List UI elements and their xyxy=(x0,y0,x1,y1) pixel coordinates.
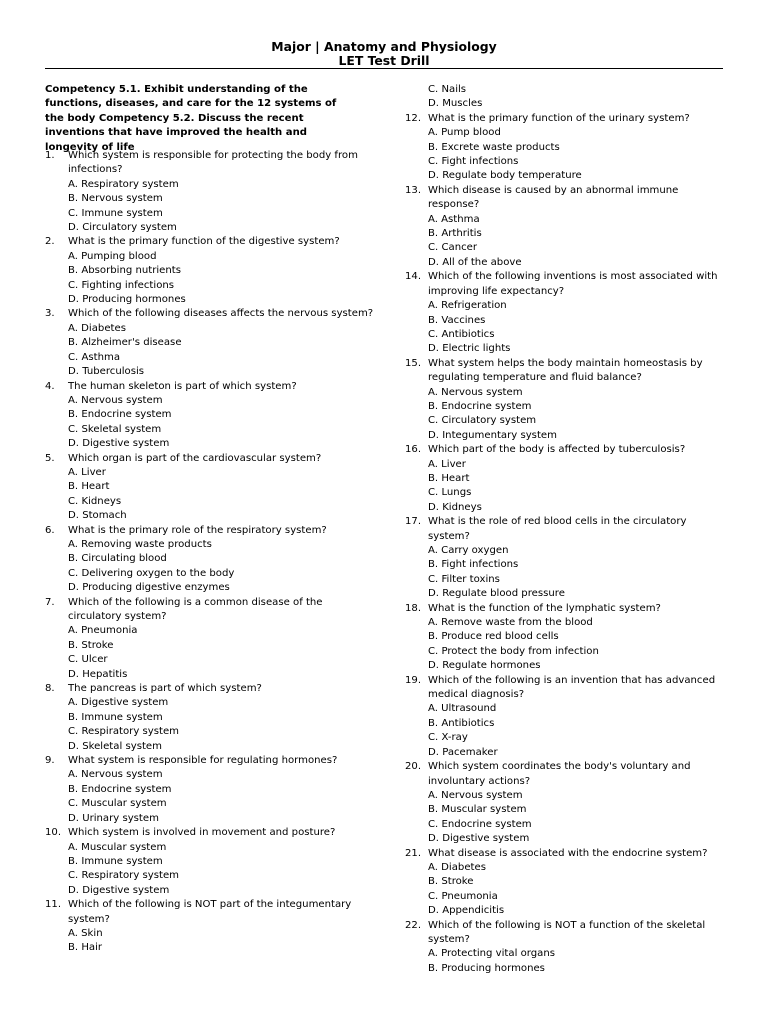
answer-option: B. Stroke xyxy=(428,876,474,888)
question-item xyxy=(45,826,375,898)
answer-option: B. Produce red blood cells xyxy=(428,631,559,643)
question-number: 22. xyxy=(405,919,422,931)
question-item xyxy=(45,682,375,754)
question-text: What is the function of the lymphatic system? xyxy=(428,602,661,614)
answer-option: D. Producing hormones xyxy=(68,294,186,306)
answer-option: B. Heart xyxy=(68,481,110,493)
question-number: 10. xyxy=(45,827,62,839)
answer-option: C. Ulcer xyxy=(68,654,108,666)
answer-option: C. Circulatory system xyxy=(428,415,537,427)
answer-option: B. Stroke xyxy=(68,639,114,651)
question-item xyxy=(405,602,727,674)
answer-option: A. Refrigeration xyxy=(428,300,507,312)
answer-option: B. Circulating blood xyxy=(68,553,167,565)
question-number: 3. xyxy=(45,308,55,320)
answer-option: B. Antibiotics xyxy=(428,717,495,729)
answer-option: D. Appendicitis xyxy=(428,905,505,917)
answer-option: B. Arthritis xyxy=(428,228,482,240)
answer-option: C. Skeletal system xyxy=(68,423,162,435)
answer-option: A. Diabetes xyxy=(428,861,486,873)
question-text: Which system is involved in movement and posture? xyxy=(68,827,336,839)
answer-option: C. Delivering oxygen to the body xyxy=(68,567,235,579)
answer-option: D. Circulatory system xyxy=(68,222,177,234)
answer-option: C. Pneumonia xyxy=(428,890,498,902)
question-number: 16. xyxy=(405,444,422,456)
question-text: What is the role of red blood cells in the circulatory system? xyxy=(428,516,687,542)
answer-option: D. Digestive system xyxy=(68,438,170,450)
question-number: 8. xyxy=(45,683,55,695)
answer-option: D. All of the above xyxy=(428,256,522,268)
question-text: The human skeleton is part of which system? xyxy=(68,380,297,392)
question-text: Which system coordinates the body's voluntary and involuntary actions? xyxy=(428,761,691,787)
answer-option: D. Skeletal system xyxy=(68,740,162,752)
question-number: 17. xyxy=(405,516,422,528)
answer-option: D. Regulate hormones xyxy=(428,660,541,672)
answer-option: B. Alzheimer's disease xyxy=(68,337,182,349)
question-item xyxy=(405,112,727,184)
answer-option: A. Skin xyxy=(68,927,103,939)
question-item xyxy=(45,149,375,235)
answer-option: B. Absorbing nutrients xyxy=(68,265,181,277)
answer-option: C. Lungs xyxy=(428,487,472,499)
question-text: Which of the following is an invention that has advanced medical diagnosis? xyxy=(428,674,716,701)
answer-option: C. Asthma xyxy=(68,351,121,363)
answer-option: D. Digestive system xyxy=(428,833,530,845)
question-item xyxy=(45,380,375,452)
answer-option: A. Liver xyxy=(68,466,106,478)
answer-option: A. Diabetes xyxy=(68,322,126,334)
question-number: 13. xyxy=(405,184,422,196)
answer-option: C. Cancer xyxy=(428,242,478,254)
question-number: 12. xyxy=(405,112,422,124)
answer-option: D. Electric lights xyxy=(428,343,511,355)
question-item xyxy=(405,184,727,270)
answer-option: D. Integumentary system xyxy=(428,429,557,441)
question-text: What is the primary function of the digestive system? xyxy=(68,236,340,248)
question-text: What disease is associated with the endocrine system? xyxy=(428,847,708,859)
question-item xyxy=(45,898,375,956)
answer-option: A. Respiratory system xyxy=(68,178,179,190)
answer-option: D. Kidneys xyxy=(428,501,482,513)
answer-option: D. Regulate blood pressure xyxy=(428,588,565,600)
question-number: 2. xyxy=(45,236,55,248)
answer-option: B. Muscular system xyxy=(428,804,527,816)
answer-option: A. Protecting vital organs xyxy=(428,948,555,960)
question-number: 21. xyxy=(405,847,422,859)
question-text: Which of the following is NOT a function of the skeletal system? xyxy=(428,919,706,945)
question-text: Which of the following is NOT part of the integumentary system? xyxy=(68,899,352,925)
answer-option: B. Endocrine system xyxy=(68,783,172,795)
question-column-left xyxy=(45,149,375,956)
question-text: Which organ is part of the cardiovascular system? xyxy=(68,452,322,464)
question-item xyxy=(45,235,375,307)
question-text: What is the primary function of the urinary system? xyxy=(428,112,690,124)
answer-option: D. Muscles xyxy=(428,98,483,110)
question-item xyxy=(45,452,375,524)
question-number: 9. xyxy=(45,755,55,767)
answer-option: A. Pump blood xyxy=(428,127,501,139)
answer-option: C. Kidneys xyxy=(68,495,122,507)
answer-option: C. Fighting infections xyxy=(68,279,175,291)
question-text: Which disease is caused by an abnormal immune response? xyxy=(428,184,679,211)
question-item xyxy=(405,760,727,846)
answer-option: B. Nervous system xyxy=(68,193,163,205)
header-divider xyxy=(45,68,723,69)
answer-option: D. Digestive system xyxy=(68,884,170,896)
answer-option: A. Nervous system xyxy=(428,789,523,801)
answer-option: A. Digestive system xyxy=(68,697,169,709)
answer-option: A. Muscular system xyxy=(68,841,167,853)
question-number: 4. xyxy=(45,380,55,392)
question-text: What is the primary role of the respiratory system? xyxy=(68,524,327,536)
question-item xyxy=(45,596,375,682)
answer-option: D. Regulate body temperature xyxy=(428,170,582,182)
document-title: Major | Anatomy and Physiology xyxy=(271,39,497,54)
answer-option: C. Fight infections xyxy=(428,156,519,168)
question-item xyxy=(45,754,375,826)
question-text: Which of the following is a common disease of the circulatory system? xyxy=(68,596,323,622)
answer-option: B. Immune system xyxy=(68,855,163,867)
answer-option: A. Nervous system xyxy=(428,386,523,398)
answer-option: D. Urinary system xyxy=(68,812,159,824)
question-item xyxy=(405,443,727,515)
answer-option: C. Nails xyxy=(428,84,467,95)
answer-option: D. Tuberculosis xyxy=(68,366,145,378)
question-item xyxy=(45,524,375,596)
answer-option: D. Stomach xyxy=(68,510,127,522)
answer-option: D. Hepatitis xyxy=(68,668,128,680)
question-item xyxy=(45,307,375,379)
answer-option: C. Respiratory system xyxy=(68,870,179,882)
answer-option: D. Producing digestive enzymes xyxy=(68,582,230,594)
answer-option: C. X-ray xyxy=(428,732,468,744)
question-item xyxy=(405,270,727,356)
question-number: 5. xyxy=(45,452,55,464)
question-text: Which part of the body is affected by tuberculosis? xyxy=(428,444,686,456)
answer-option: C. Protect the body from infection xyxy=(428,645,599,657)
answer-option: A. Remove waste from the blood xyxy=(428,617,593,629)
answer-option: A. Nervous system xyxy=(68,394,163,406)
answer-option: B. Excrete waste products xyxy=(428,141,560,153)
question-item xyxy=(405,847,727,919)
question-number: 11. xyxy=(45,899,62,911)
question-text: Which system is responsible for protecting the body from infections? xyxy=(68,150,358,176)
answer-option: B. Endocrine system xyxy=(428,400,532,412)
question-item xyxy=(405,674,727,760)
question-text: What system helps the body maintain homeostasis by regulating temperature and fluid balance? xyxy=(428,357,703,384)
competency-statement: Competency 5.1. Exhibit understanding of the functions, diseases, and care for the 12 systems of the body Competency 5.2. Discuss the recent inventions that have improved the health and longevity of life xyxy=(45,84,337,153)
question-number: 6. xyxy=(45,524,55,536)
answer-option: A. Asthma xyxy=(428,213,480,225)
answer-option: A. Pumping blood xyxy=(68,250,157,262)
answer-option: D. Pacemaker xyxy=(428,746,498,758)
answer-option: C. Endocrine system xyxy=(428,818,532,830)
answer-option: B. Immune system xyxy=(68,711,163,723)
answer-option: C. Filter toxins xyxy=(428,573,500,585)
question-number: 19. xyxy=(405,674,422,686)
question-number: 7. xyxy=(45,596,55,608)
answer-option: B. Fight infections xyxy=(428,559,519,571)
answer-option: B. Endocrine system xyxy=(68,409,172,421)
question-text: Which of the following inventions is most associated with improving life expectancy? xyxy=(428,271,718,297)
question-number: 18. xyxy=(405,602,422,614)
answer-option: A. Pneumonia xyxy=(68,625,138,637)
answer-option: A. Liver xyxy=(428,458,466,470)
answer-option: C. Muscular system xyxy=(68,798,167,810)
question-item xyxy=(405,357,727,443)
question-text: Which of the following diseases affects the nervous system? xyxy=(68,308,374,320)
question-text: What system is responsible for regulating hormones? xyxy=(68,755,338,767)
question-item xyxy=(405,919,727,977)
question-text: The pancreas is part of which system? xyxy=(68,683,262,695)
answer-option: C. Immune system xyxy=(68,207,163,219)
carryover-options xyxy=(405,83,727,112)
answer-option: B. Heart xyxy=(428,472,470,484)
answer-option: A. Removing waste products xyxy=(68,538,212,550)
question-number: 1. xyxy=(45,150,55,161)
question-column-right xyxy=(405,83,727,976)
answer-option: B. Hair xyxy=(68,942,103,954)
answer-option: C. Respiratory system xyxy=(68,726,179,738)
answer-option: B. Producing hormones xyxy=(428,962,545,974)
answer-option: B. Vaccines xyxy=(428,314,486,326)
answer-option: A. Ultrasound xyxy=(428,703,497,715)
document-subtitle: LET Test Drill xyxy=(338,53,430,68)
question-number: 20. xyxy=(405,761,422,773)
question-item xyxy=(405,515,727,601)
question-number: 14. xyxy=(405,271,422,283)
question-number: 15. xyxy=(405,357,422,369)
answer-option: A. Carry oxygen xyxy=(428,545,509,556)
answer-option: A. Nervous system xyxy=(68,769,163,781)
answer-option: C. Antibiotics xyxy=(428,328,495,340)
